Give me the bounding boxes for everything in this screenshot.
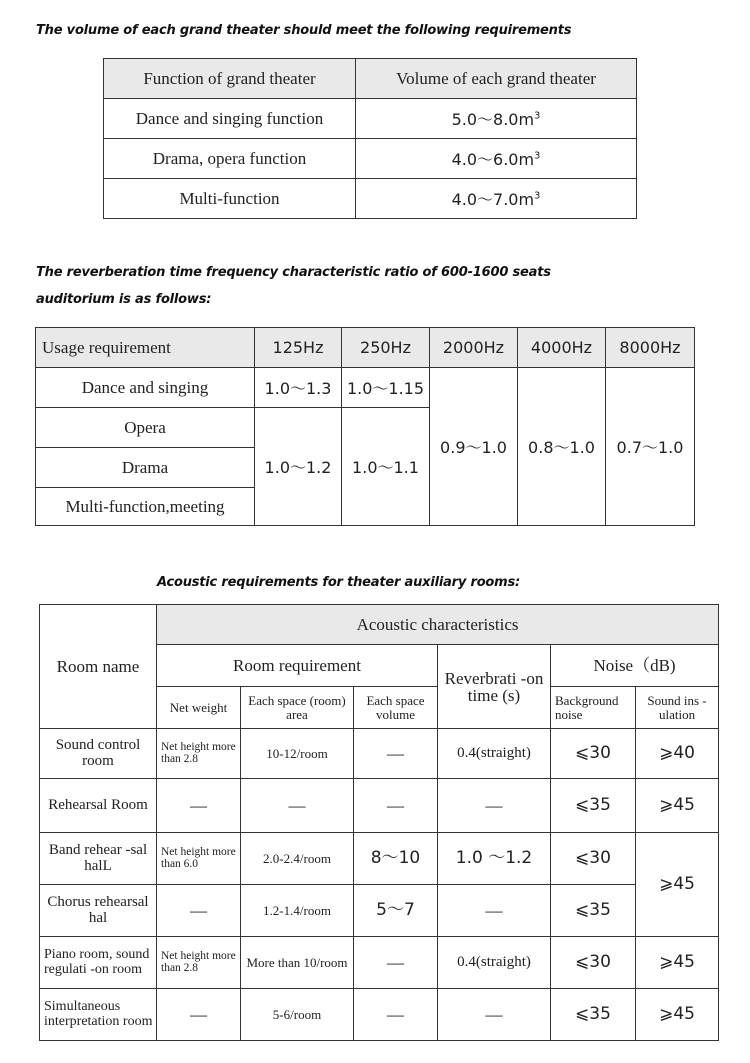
grand-theater-volume-table [103, 58, 637, 219]
net-cell: — [157, 989, 241, 1041]
function-cell: Dance and singing function [104, 99, 356, 139]
header-room-requirement: Room requirement [157, 645, 438, 687]
sound-insulation-cell: ⩾45 [636, 937, 719, 989]
background-noise-cell: ⩽35 [551, 989, 636, 1041]
header-8000hz: 8000Hz [606, 328, 695, 368]
dance-250hz: 1.0〜1.15 [342, 368, 430, 408]
ratio-4000hz: 0.8〜1.0 [518, 368, 606, 526]
volume-cell: — [354, 729, 438, 779]
area-cell: 10-12/room [241, 729, 354, 779]
function-cell: Multi-function [104, 179, 356, 219]
header-net-weight: Net weight [157, 687, 241, 729]
header-noise: Noise（dB) [551, 645, 719, 687]
header-125hz: 125Hz [255, 328, 342, 368]
header-250hz: 250Hz [342, 328, 430, 368]
table-row [40, 937, 719, 989]
header-4000hz: 4000Hz [518, 328, 606, 368]
header-acoustic-characteristics: Acoustic characteristics [157, 605, 719, 645]
background-noise-cell: ⩽30 [551, 833, 636, 885]
volume-cell: 8〜10 [354, 833, 438, 885]
table3-title: Acoustic requirements for theater auxiliary rooms: [157, 575, 521, 590]
sound-insulation-cell: ⩾45 [636, 833, 719, 937]
volume-cell: 4.0〜$7.0m^3$ [356, 179, 637, 219]
usage-dance-singing: Dance and singing [36, 368, 255, 408]
area-cell: 1.2-1.4/room [241, 885, 354, 937]
background-noise-cell: ⩽30 [551, 937, 636, 989]
other-125hz: 1.0〜1.2 [255, 408, 342, 526]
area-cell: — [241, 779, 354, 833]
sound-insulation-cell: ⩾45 [636, 779, 719, 833]
background-noise-cell: ⩽30 [551, 729, 636, 779]
table2-title-line2: auditorium is as follows: [36, 292, 212, 307]
table-row [40, 779, 719, 833]
usage-opera: Opera [36, 408, 255, 448]
header-volume: Volume of each grand theater [356, 59, 637, 99]
volume-cell: 5.0〜$8.0m^3$ [356, 99, 637, 139]
header-reverberation: Reverbrati -on time (s) [438, 645, 551, 729]
reverb-cell: 1.0 〜1.2 [438, 833, 551, 885]
table-row [40, 885, 719, 937]
room-name-cell: Band rehear -sal halL [40, 833, 157, 885]
table2-title-line1: The reverberation time frequency characteristic ratio of 600-1600 seats [36, 265, 551, 280]
dance-125hz: 1.0〜1.3 [255, 368, 342, 408]
reverb-cell: 0.4(straight) [438, 937, 551, 989]
room-name-cell: Chorus rehearsal hal [40, 885, 157, 937]
net-cell: — [157, 779, 241, 833]
table-row [40, 729, 719, 779]
other-250hz: 1.0〜1.1 [342, 408, 430, 526]
reverb-cell: — [438, 779, 551, 833]
area-cell: 5-6/room [241, 989, 354, 1041]
ratio-2000hz: 0.9〜1.0 [430, 368, 518, 526]
volume-cell: — [354, 937, 438, 989]
reverberation-ratio-table [35, 327, 695, 526]
header-sound-insulation: Sound ins -ulation [636, 687, 719, 729]
background-noise-cell: ⩽35 [551, 885, 636, 937]
net-cell: Net height more than 2.8 [157, 729, 241, 779]
reverb-cell: — [438, 989, 551, 1041]
table1-title: The volume of each grand theater should meet the following requirements [36, 23, 572, 38]
header-space-area: Each space (room) area [241, 687, 354, 729]
auxiliary-rooms-table [39, 604, 719, 1041]
sound-insulation-cell: ⩾40 [636, 729, 719, 779]
header-function: Function of grand theater [104, 59, 356, 99]
volume-cell: 5〜7 [354, 885, 438, 937]
header-room-name: Room name [40, 605, 157, 729]
volume-cell: — [354, 989, 438, 1041]
volume-cell: 4.0〜$6.0m^3$ [356, 139, 637, 179]
area-cell: More than 10/room [241, 937, 354, 989]
net-cell: — [157, 885, 241, 937]
volume-cell: — [354, 779, 438, 833]
header-usage: Usage requirement [36, 328, 255, 368]
area-cell: 2.0-2.4/room [241, 833, 354, 885]
header-background-noise: Background noise [551, 687, 636, 729]
usage-multi-function: Multi-function,meeting [36, 488, 255, 526]
table-row [40, 989, 719, 1041]
room-name-cell: Simultaneous interpretation room [40, 989, 157, 1041]
header-space-volume: Each space volume [354, 687, 438, 729]
background-noise-cell: ⩽35 [551, 779, 636, 833]
room-name-cell: Sound control room [40, 729, 157, 779]
net-cell: Net height more than 6.0 [157, 833, 241, 885]
room-name-cell: Piano room, sound regulati -on room [40, 937, 157, 989]
room-name-cell: Rehearsal Room [40, 779, 157, 833]
header-2000hz: 2000Hz [430, 328, 518, 368]
ratio-8000hz: 0.7〜1.0 [606, 368, 695, 526]
reverb-cell: — [438, 885, 551, 937]
function-cell: Drama, opera function [104, 139, 356, 179]
reverb-cell: 0.4(straight) [438, 729, 551, 779]
table-row [40, 833, 719, 885]
sound-insulation-cell: ⩾45 [636, 989, 719, 1041]
usage-drama: Drama [36, 448, 255, 488]
net-cell: Net height more than 2.8 [157, 937, 241, 989]
